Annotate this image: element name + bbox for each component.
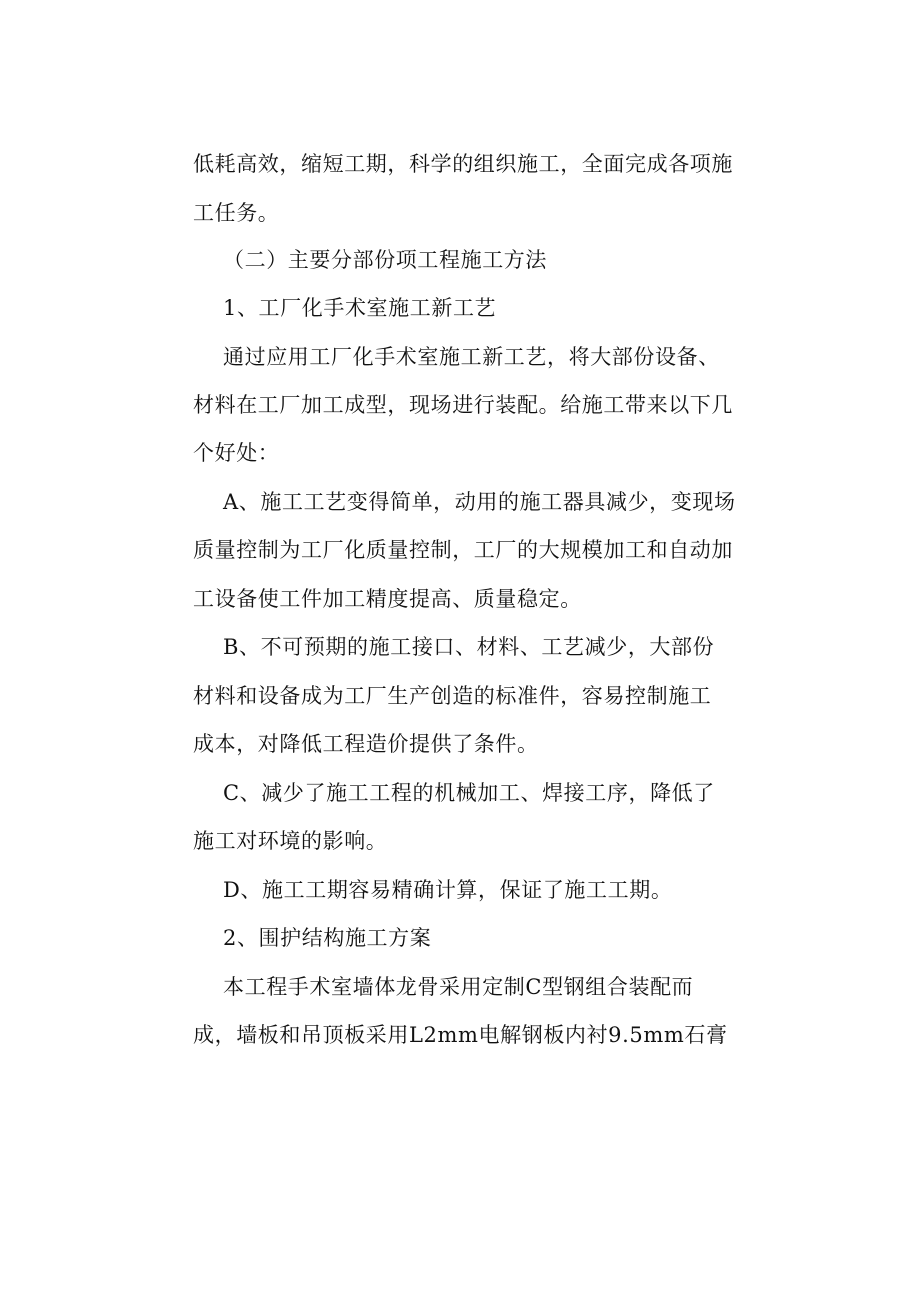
subsection-heading: 1、工厂化手术室施工新工艺 <box>223 296 497 320</box>
text-line: 本工程手术室墙体龙骨采用定制C型钢组合装配而 <box>223 975 694 999</box>
section-heading: （二）主要分部份项工程施工方法 <box>223 248 547 272</box>
list-item-c: C、减少了施工工程的机械加工、焊接工序，降低了 <box>223 781 715 805</box>
subsection-heading: 2、围护结构施工方案 <box>223 926 432 950</box>
text-line: 材料在工厂加工成型，现场进行装配。给施工带来以下几 <box>193 393 733 417</box>
text-line: 成，墙板和吊顶板采用L2mm电解钢板内衬9.5mm石膏 <box>193 1023 728 1047</box>
text-line: 工设备使工件加工精度提高、质量稳定。 <box>193 587 582 611</box>
list-item-a: A、施工工艺变得简单，动用的施工器具减少，变现场 <box>223 490 736 514</box>
list-item-b: B、不可预期的施工接口、材料、工艺减少，大部份 <box>223 635 715 659</box>
text-line: 施工对环境的影响。 <box>193 829 388 853</box>
text-line: 低耗高效，缩短工期，科学的组织施工，全面完成各项施 <box>193 152 733 176</box>
text-line: 材料和设备成为工厂生产创造的标准件，容易控制施工 <box>193 684 712 708</box>
text-line: 质量控制为工厂化质量控制，工厂的大规模加工和自动加 <box>193 538 733 562</box>
text-line: 成本，对降低工程造价提供了条件。 <box>193 732 539 756</box>
text-line: 工任务。 <box>193 201 280 225</box>
list-item-d: D、施工工期容易精确计算，保证了施工工期。 <box>223 878 673 902</box>
text-line: 通过应用工厂化手术室施工新工艺，将大部份设备、 <box>223 345 720 369</box>
text-line: 个好处： <box>193 441 280 465</box>
